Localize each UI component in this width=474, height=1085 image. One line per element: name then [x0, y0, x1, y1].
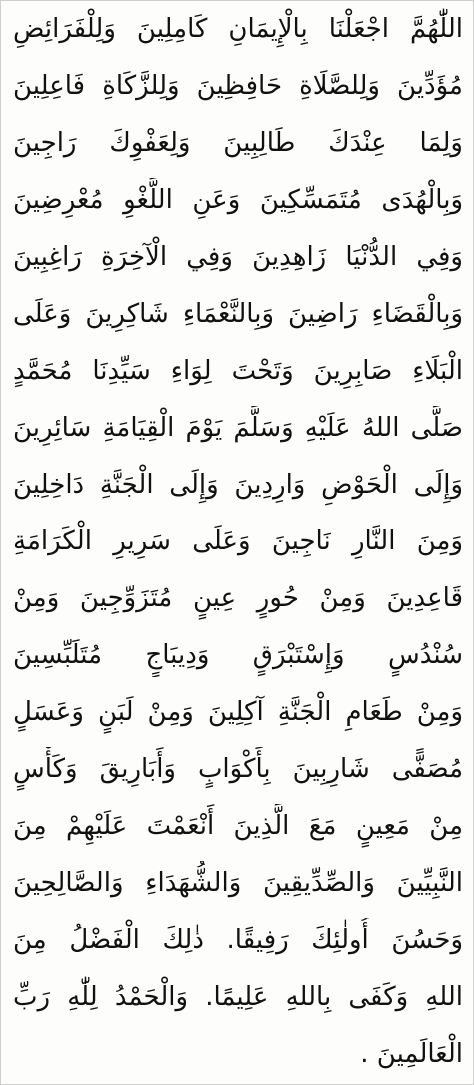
- text-line: اللهِ وَكَفَى بِاللهِ عَلِيمًا. وَالْحَمْدُ لِلّٰهِ رَبِّ: [13, 981, 463, 1012]
- prayer-text: [13, 7, 463, 1076]
- text-line: مُصَفًّى شَارِبِينَ بِأَكْوَابٍ وَأَبَارِيقَ وَكَأْسٍ: [13, 754, 463, 785]
- text-line: اللّٰهُمَّ اجْعَلْنَا بِالْإِيمَانِ كَامِلِينَ وَلِلْفَرَائِضِ: [13, 14, 463, 44]
- text-line: النَّبِيِّينَ وَالصِّدِّيقِينَ وَالشُّهَدَاءِ وَالصَّالِحِينَ: [13, 868, 463, 899]
- text-line: وَمِنَ النَّارِ نَاجِينَ وَعَلَى سَرِيرِ الْكَرَامَةِ: [13, 526, 463, 557]
- text-line: مِنْ مَعِينٍ مَعَ الَّذِينَ أَنْعَمْتَ عَلَيْهِمْ مِنَ: [13, 811, 463, 842]
- text-line: وَبِالْهُدَى مُتَمَسِّكِينَ وَعَنِ اللَّغْوِ مُعْرِضِينَ: [13, 184, 463, 215]
- text-line: صَلَّى اللهُ عَلَيْهِ وَسَلَّمَ يَوْمَ الْقِيَامَةِ سَائِرِينَ: [13, 412, 463, 443]
- text-line: مُؤَدِّينَ وَلِلصَّلَاةِ حَافِظِينَ وَلِلزَّكَاةِ فَاعِلِينَ: [13, 70, 463, 101]
- text-line: وَحَسُنَ أُولٰئِكَ رَفِيقًا. ذٰلِكَ الْفَضْلُ مِنَ: [13, 925, 463, 955]
- text-line: الْبَلَاءِ صَابِرِينَ وَتَحْتَ لِوَاءِ سَيِّدِنَا مُحَمَّدٍ: [13, 355, 463, 386]
- text-line-final: الْعَالَمِينَ .: [360, 1038, 463, 1069]
- text-line: وَإِلَى الْحَوْضِ وَارِدِينَ وَإِلَى الْجَنَّةِ دَاخِلِينَ: [13, 469, 463, 500]
- text-line: وَلِمَا عِنْدَكَ طَالِبِينَ وَلِعَفْوِكَ رَاجِينَ: [13, 127, 463, 158]
- text-line: سُنْدُسٍ وَإِسْتَبْرَقٍ وَدِيبَاجٍ مُتَلَبِّسِينَ: [13, 640, 463, 671]
- text-line: قَاعِدِينَ وَمِنْ حُورٍ عِينٍ مُتَزَوِّجِينَ وَمِنْ: [13, 583, 463, 614]
- text-line: وَبِالْقَضَاءِ رَاضِينَ وَبِالنَّعْمَاءِ شَاكِرِينَ وَعَلَى: [13, 298, 463, 329]
- text-line: وَفِي الدُّنْيَا زَاهِدِينَ وَفِي الْآخِرَةِ رَاغِبِينَ: [13, 241, 463, 272]
- text-line: وَمِنْ طَعَامِ الْجَنَّةِ آكِلِينَ وَمِنْ لَبَنٍ وَعَسَلٍ: [13, 697, 463, 728]
